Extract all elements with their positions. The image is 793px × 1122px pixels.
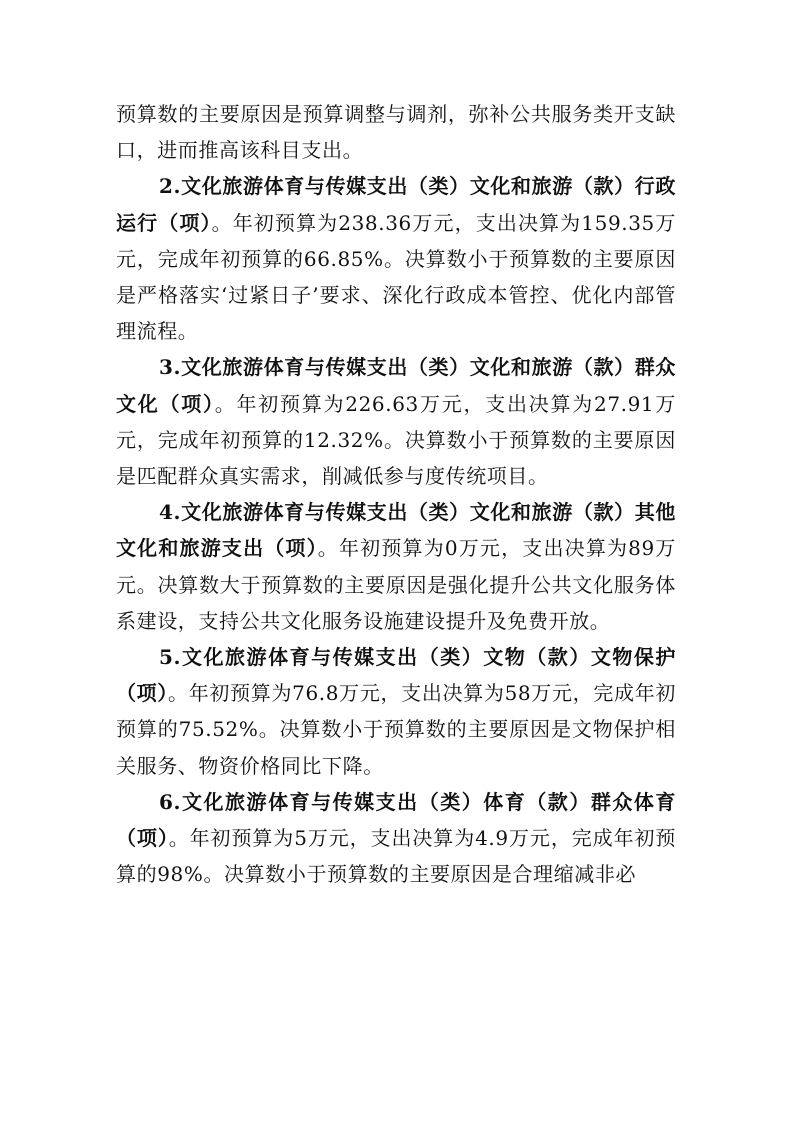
paragraph-2-body: 。年初预算为238.36万元，支出决算为159.35万元，完成年初预算的66.85%。决算数小于预算数的主要原因是严格落实‘过紧日子’要求、深化行政成本管控、优化内部管理流程。: [116, 210, 676, 344]
paragraph-2-heading: 2.文化旅游体育与传媒支出（类）文化和旅游（款）行政运行（项）: [116, 174, 676, 235]
paragraph-5-body: 。年初预算为76.8万元，支出决算为58万元，完成年初预算的75.52%。决算数小于预算数的主要原因是文物保护相关服务、物资价格同比下降。: [116, 681, 676, 778]
paragraph-3: [116, 349, 676, 494]
paragraph-1: [116, 96, 676, 168]
paragraph-6-heading: 6.文化旅游体育与传媒支出（类）体育（款）群众体育（项）: [116, 789, 676, 851]
paragraph-6-body: 。年初预算为5万元，支出决算为4.9万元，完成年初预算的98%。决算数小于预算数的主要原因是合理缩减非必: [116, 826, 676, 887]
paragraph-3-heading: 3.文化旅游体育与传媒支出（类）文化和旅游（款）群众文化（项）: [116, 355, 676, 416]
paragraph-4-heading: 4.文化旅游体育与传媒支出（类）文化和旅游（款）其他文化和旅游支出（项）: [116, 500, 676, 561]
paragraph-1-body: 预算数的主要原因是预算调整与调剂，弥补公共服务类开支缺口，进而推高该科目支出。: [116, 102, 676, 163]
document-page: [116, 96, 676, 892]
paragraph-5-heading: 5.文化旅游体育与传媒支出（类）文物（款）文物保护（项）: [116, 645, 676, 706]
paragraph-2: [116, 168, 676, 349]
paragraph-6: [116, 784, 676, 893]
paragraph-4: [116, 494, 676, 639]
paragraph-4-body: 。年初预算为0万元，支出决算为89万元。决算数大于预算数的主要原因是强化提升公共文化服务体系建设，支持公共文化服务设施建设提升及免费开放。: [116, 536, 676, 633]
paragraph-5: [116, 639, 676, 784]
paragraph-3-body: 。年初预算为226.63万元，支出决算为27.91万元，完成年初预算的12.32%。决算数小于预算数的主要原因是匹配群众真实需求，削减低参与度传统项目。: [116, 391, 677, 489]
